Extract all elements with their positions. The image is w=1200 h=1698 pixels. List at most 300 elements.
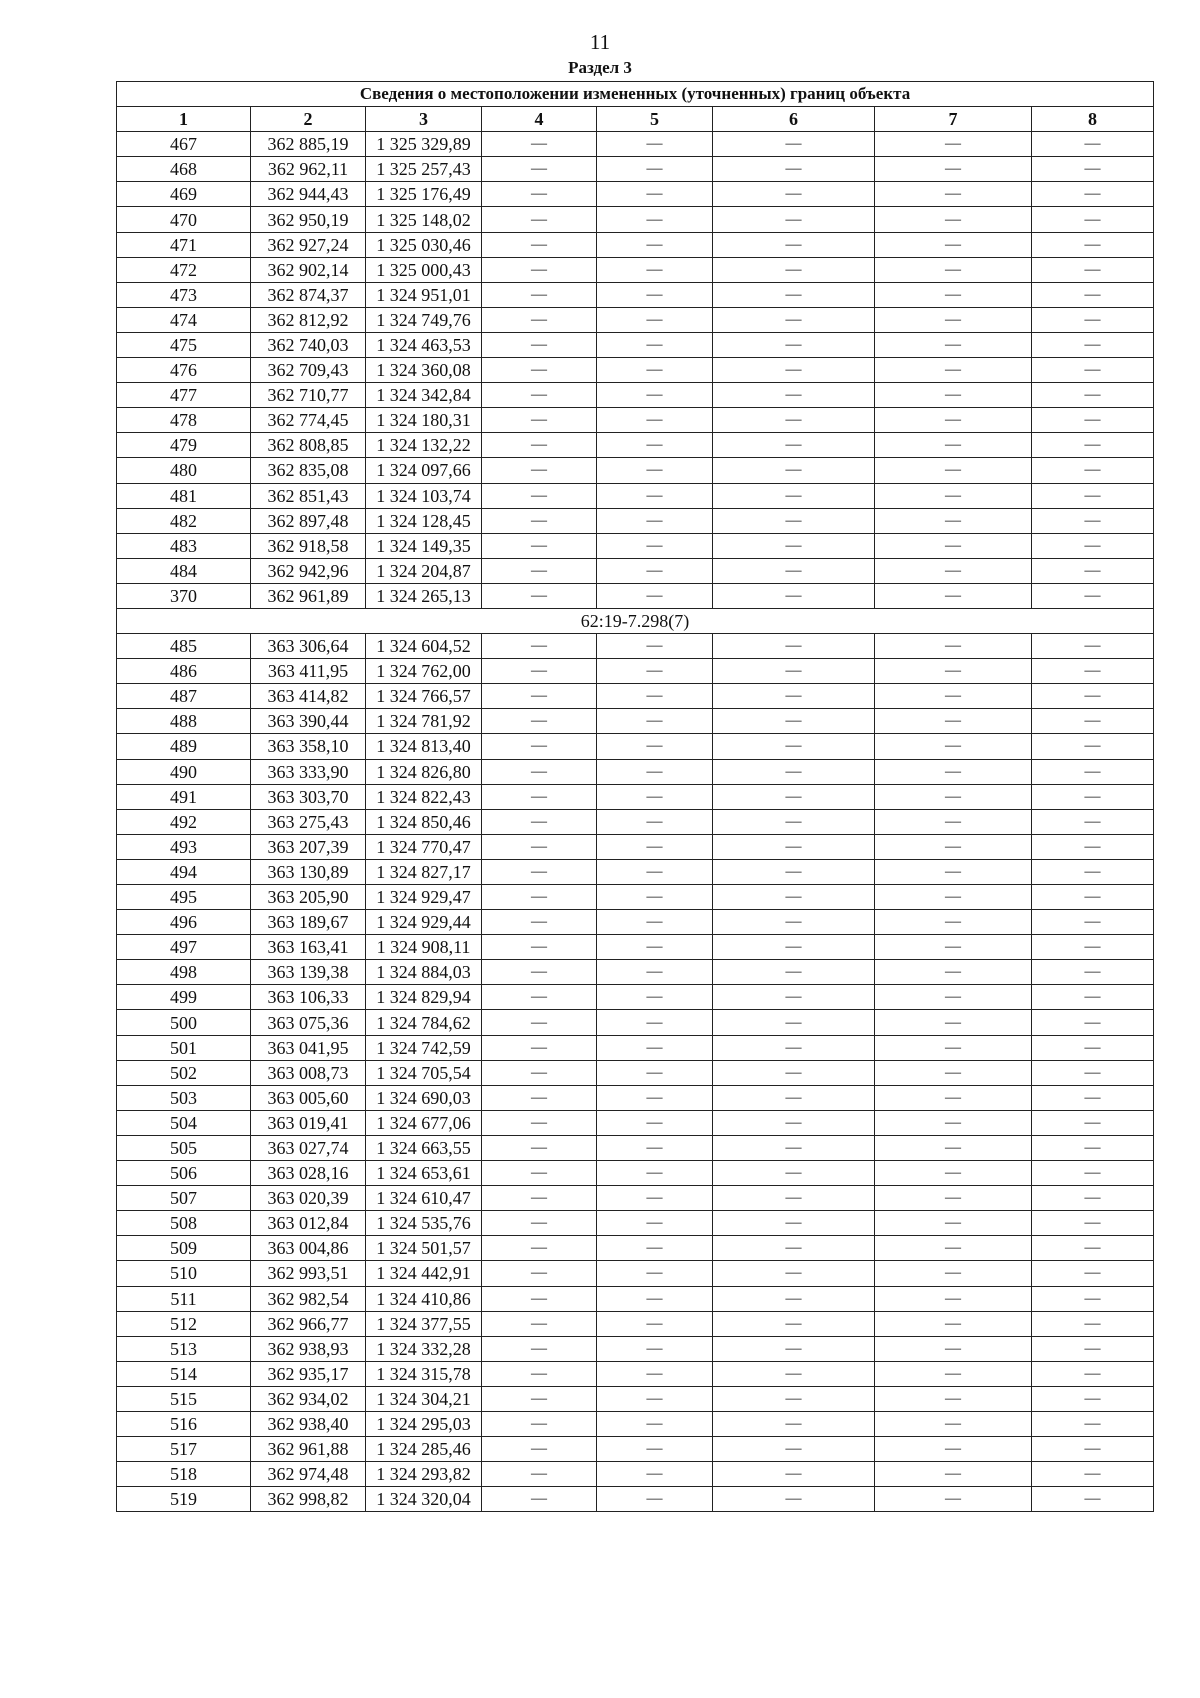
y-coordinate-cell: 1 324 377,55 [366,1311,482,1336]
empty-value-cell: — [597,508,713,533]
empty-value-cell: — [482,1110,597,1135]
table-row [117,383,1154,408]
empty-value-cell: — [597,1411,713,1436]
section-title: Раздел 3 [568,58,632,77]
empty-value-cell: — [1032,1186,1154,1211]
empty-value-cell: — [482,935,597,960]
empty-value-cell: — [597,232,713,257]
empty-value-cell: — [597,157,713,182]
table-row [117,659,1154,684]
y-coordinate-cell: 1 325 148,02 [366,207,482,232]
empty-value-cell: — [1032,257,1154,282]
y-coordinate-cell: 1 324 501,57 [366,1236,482,1261]
table-row [117,1186,1154,1211]
empty-value-cell: — [597,408,713,433]
table-row [117,533,1154,558]
y-coordinate-cell: 1 324 908,11 [366,935,482,960]
table-row [117,1085,1154,1110]
empty-value-cell: — [1032,1361,1154,1386]
empty-value-cell: — [1032,182,1154,207]
empty-value-cell: — [482,1186,597,1211]
empty-value-cell: — [1032,809,1154,834]
empty-value-cell: — [482,1236,597,1261]
point-number-cell: 483 [117,533,251,558]
y-coordinate-cell: 1 324 360,08 [366,358,482,383]
empty-value-cell: — [875,985,1032,1010]
empty-value-cell: — [597,1487,713,1512]
empty-value-cell: — [1032,634,1154,659]
empty-value-cell: — [1032,433,1154,458]
empty-value-cell: — [1032,1236,1154,1261]
empty-value-cell: — [875,182,1032,207]
point-number-cell: 516 [117,1411,251,1436]
y-coordinate-cell: 1 324 097,66 [366,458,482,483]
point-number-cell: 517 [117,1437,251,1462]
empty-value-cell: — [482,1437,597,1462]
x-coordinate-cell: 362 966,77 [251,1311,366,1336]
point-number-cell: 498 [117,960,251,985]
empty-value-cell: — [482,1060,597,1085]
point-number-cell: 487 [117,684,251,709]
column-header: 3 [366,107,482,132]
table-row [117,885,1154,910]
empty-value-cell: — [597,207,713,232]
y-coordinate-cell: 1 324 410,86 [366,1286,482,1311]
empty-value-cell: — [713,1386,875,1411]
empty-value-cell: — [482,985,597,1010]
empty-value-cell: — [875,533,1032,558]
y-coordinate-cell: 1 324 827,17 [366,859,482,884]
empty-value-cell: — [597,1286,713,1311]
empty-value-cell: — [597,1085,713,1110]
table-row [117,634,1154,659]
empty-value-cell: — [875,583,1032,608]
empty-value-cell: — [875,1211,1032,1236]
empty-value-cell: — [875,1161,1032,1186]
table-row [117,307,1154,332]
table-row [117,784,1154,809]
empty-value-cell: — [713,1085,875,1110]
empty-value-cell: — [875,508,1032,533]
y-coordinate-cell: 1 324 822,43 [366,784,482,809]
point-number-cell: 501 [117,1035,251,1060]
page-number: 11 [589,30,611,54]
point-number-cell: 475 [117,332,251,357]
empty-value-cell: — [597,483,713,508]
empty-value-cell: — [713,960,875,985]
empty-value-cell: — [1032,1437,1154,1462]
point-number-cell: 493 [117,834,251,859]
empty-value-cell: — [713,684,875,709]
empty-value-cell: — [875,1261,1032,1286]
empty-value-cell: — [597,132,713,157]
table-row [117,257,1154,282]
empty-value-cell: — [875,1035,1032,1060]
table-row [117,1161,1154,1186]
point-number-cell: 488 [117,709,251,734]
empty-value-cell: — [1032,132,1154,157]
empty-value-cell: — [597,1236,713,1261]
x-coordinate-cell: 362 812,92 [251,307,366,332]
group-label: 62:19-7.298(7) [117,608,1154,633]
y-coordinate-cell: 1 325 000,43 [366,257,482,282]
empty-value-cell: — [597,383,713,408]
table-row [117,1336,1154,1361]
empty-value-cell: — [482,1411,597,1436]
x-coordinate-cell: 362 982,54 [251,1286,366,1311]
table-row [117,1060,1154,1085]
empty-value-cell: — [597,533,713,558]
table-row [117,960,1154,985]
empty-value-cell: — [713,182,875,207]
empty-value-cell: — [713,282,875,307]
empty-value-cell: — [875,684,1032,709]
y-coordinate-cell: 1 324 826,80 [366,759,482,784]
x-coordinate-cell: 363 004,86 [251,1236,366,1261]
point-number-cell: 508 [117,1211,251,1236]
y-coordinate-cell: 1 324 342,84 [366,383,482,408]
table-row [117,433,1154,458]
empty-value-cell: — [482,1035,597,1060]
empty-value-cell: — [875,132,1032,157]
empty-value-cell: — [875,759,1032,784]
empty-value-cell: — [1032,383,1154,408]
y-coordinate-cell: 1 324 610,47 [366,1186,482,1211]
x-coordinate-cell: 362 944,43 [251,182,366,207]
table-row [117,809,1154,834]
y-coordinate-cell: 1 324 295,03 [366,1411,482,1436]
table-row [117,1236,1154,1261]
empty-value-cell: — [482,558,597,583]
table-row [117,1437,1154,1462]
x-coordinate-cell: 362 961,89 [251,583,366,608]
empty-value-cell: — [597,1261,713,1286]
empty-value-cell: — [713,383,875,408]
point-number-cell: 474 [117,307,251,332]
empty-value-cell: — [713,659,875,684]
empty-value-cell: — [597,935,713,960]
x-coordinate-cell: 363 106,33 [251,985,366,1010]
x-coordinate-cell: 362 897,48 [251,508,366,533]
empty-value-cell: — [713,809,875,834]
empty-value-cell: — [1032,709,1154,734]
group-row [117,608,1154,633]
point-number-cell: 512 [117,1311,251,1336]
point-number-cell: 472 [117,257,251,282]
empty-value-cell: — [597,709,713,734]
empty-value-cell: — [1032,985,1154,1010]
x-coordinate-cell: 363 012,84 [251,1211,366,1236]
empty-value-cell: — [713,508,875,533]
empty-value-cell: — [1032,483,1154,508]
column-header: 8 [1032,107,1154,132]
x-coordinate-cell: 363 275,43 [251,809,366,834]
empty-value-cell: — [875,157,1032,182]
empty-value-cell: — [482,583,597,608]
empty-value-cell: — [1032,659,1154,684]
empty-value-cell: — [875,1236,1032,1261]
empty-value-cell: — [713,709,875,734]
table-row [117,1135,1154,1160]
point-number-cell: 492 [117,809,251,834]
point-number-cell: 494 [117,859,251,884]
column-header-row [117,107,1154,132]
x-coordinate-cell: 362 851,43 [251,483,366,508]
point-number-cell: 504 [117,1110,251,1135]
x-coordinate-cell: 362 918,58 [251,533,366,558]
y-coordinate-cell: 1 324 929,44 [366,910,482,935]
empty-value-cell: — [482,734,597,759]
empty-value-cell: — [875,1110,1032,1135]
y-coordinate-cell: 1 325 176,49 [366,182,482,207]
empty-value-cell: — [875,282,1032,307]
empty-value-cell: — [597,282,713,307]
empty-value-cell: — [1032,408,1154,433]
empty-value-cell: — [713,985,875,1010]
point-number-cell: 502 [117,1060,251,1085]
column-header: 5 [597,107,713,132]
empty-value-cell: — [713,1035,875,1060]
point-number-cell: 476 [117,358,251,383]
x-coordinate-cell: 363 414,82 [251,684,366,709]
point-number-cell: 486 [117,659,251,684]
x-coordinate-cell: 363 390,44 [251,709,366,734]
empty-value-cell: — [482,408,597,433]
empty-value-cell: — [597,1135,713,1160]
empty-value-cell: — [713,1060,875,1085]
empty-value-cell: — [597,1386,713,1411]
point-number-cell: 511 [117,1286,251,1311]
empty-value-cell: — [482,1336,597,1361]
empty-value-cell: — [1032,734,1154,759]
x-coordinate-cell: 362 938,40 [251,1411,366,1436]
table-row [117,232,1154,257]
table-row [117,332,1154,357]
empty-value-cell: — [875,1010,1032,1035]
x-coordinate-cell: 363 303,70 [251,784,366,809]
empty-value-cell: — [482,332,597,357]
empty-value-cell: — [1032,885,1154,910]
table-row [117,935,1154,960]
empty-value-cell: — [713,157,875,182]
x-coordinate-cell: 362 934,02 [251,1386,366,1411]
y-coordinate-cell: 1 324 304,21 [366,1386,482,1411]
point-number-cell: 469 [117,182,251,207]
y-coordinate-cell: 1 324 690,03 [366,1085,482,1110]
y-coordinate-cell: 1 324 180,31 [366,408,482,433]
empty-value-cell: — [875,659,1032,684]
empty-value-cell: — [1032,834,1154,859]
empty-value-cell: — [597,1161,713,1186]
y-coordinate-cell: 1 324 677,06 [366,1110,482,1135]
empty-value-cell: — [1032,784,1154,809]
empty-value-cell: — [713,332,875,357]
empty-value-cell: — [1032,1110,1154,1135]
point-number-cell: 519 [117,1487,251,1512]
empty-value-cell: — [1032,1487,1154,1512]
point-number-cell: 507 [117,1186,251,1211]
empty-value-cell: — [713,1010,875,1035]
point-number-cell: 499 [117,985,251,1010]
y-coordinate-cell: 1 324 604,52 [366,634,482,659]
x-coordinate-cell: 362 874,37 [251,282,366,307]
x-coordinate-cell: 363 163,41 [251,935,366,960]
y-coordinate-cell: 1 324 813,40 [366,734,482,759]
empty-value-cell: — [875,709,1032,734]
empty-value-cell: — [713,734,875,759]
empty-value-cell: — [713,885,875,910]
empty-value-cell: — [597,809,713,834]
column-header: 2 [251,107,366,132]
point-number-cell: 505 [117,1135,251,1160]
empty-value-cell: — [482,383,597,408]
empty-value-cell: — [875,1386,1032,1411]
x-coordinate-cell: 363 008,73 [251,1060,366,1085]
table-row [117,358,1154,383]
empty-value-cell: — [1032,282,1154,307]
y-coordinate-cell: 1 324 951,01 [366,282,482,307]
point-number-cell: 496 [117,910,251,935]
empty-value-cell: — [482,1311,597,1336]
empty-value-cell: — [597,1462,713,1487]
empty-value-cell: — [713,1462,875,1487]
empty-value-cell: — [482,809,597,834]
empty-value-cell: — [597,1110,713,1135]
empty-value-cell: — [875,1060,1032,1085]
x-coordinate-cell: 363 075,36 [251,1010,366,1035]
x-coordinate-cell: 362 998,82 [251,1487,366,1512]
table-row [117,759,1154,784]
x-coordinate-cell: 362 774,45 [251,408,366,433]
point-number-cell: 470 [117,207,251,232]
point-number-cell: 491 [117,784,251,809]
y-coordinate-cell: 1 324 663,55 [366,1135,482,1160]
point-number-cell: 477 [117,383,251,408]
empty-value-cell: — [713,132,875,157]
empty-value-cell: — [1032,960,1154,985]
empty-value-cell: — [875,859,1032,884]
empty-value-cell: — [482,885,597,910]
point-number-cell: 468 [117,157,251,182]
empty-value-cell: — [1032,458,1154,483]
x-coordinate-cell: 363 189,67 [251,910,366,935]
empty-value-cell: — [482,684,597,709]
table-row [117,1411,1154,1436]
column-header: 1 [117,107,251,132]
table-row [117,1286,1154,1311]
point-number-cell: 480 [117,458,251,483]
x-coordinate-cell: 362 974,48 [251,1462,366,1487]
empty-value-cell: — [713,859,875,884]
empty-value-cell: — [875,1286,1032,1311]
point-number-cell: 370 [117,583,251,608]
empty-value-cell: — [1032,583,1154,608]
table-body [117,132,1154,1512]
empty-value-cell: — [482,508,597,533]
empty-value-cell: — [482,1010,597,1035]
empty-value-cell: — [1032,558,1154,583]
empty-value-cell: — [597,659,713,684]
empty-value-cell: — [875,383,1032,408]
empty-value-cell: — [713,358,875,383]
x-coordinate-cell: 362 938,93 [251,1336,366,1361]
table-row [117,1487,1154,1512]
x-coordinate-cell: 363 005,60 [251,1085,366,1110]
empty-value-cell: — [875,935,1032,960]
empty-value-cell: — [713,634,875,659]
empty-value-cell: — [713,759,875,784]
empty-value-cell: — [482,282,597,307]
empty-value-cell: — [597,910,713,935]
table-row [117,132,1154,157]
table-row [117,558,1154,583]
empty-value-cell: — [1032,1261,1154,1286]
empty-value-cell: — [875,809,1032,834]
x-coordinate-cell: 362 942,96 [251,558,366,583]
empty-value-cell: — [713,784,875,809]
empty-value-cell: — [713,307,875,332]
empty-value-cell: — [875,1311,1032,1336]
table-row [117,910,1154,935]
empty-value-cell: — [1032,1311,1154,1336]
empty-value-cell: — [875,1437,1032,1462]
y-coordinate-cell: 1 324 829,94 [366,985,482,1010]
empty-value-cell: — [1032,358,1154,383]
empty-value-cell: — [875,433,1032,458]
empty-value-cell: — [482,759,597,784]
empty-value-cell: — [1032,332,1154,357]
empty-value-cell: — [875,483,1032,508]
empty-value-cell: — [597,1060,713,1085]
empty-value-cell: — [713,207,875,232]
empty-value-cell: — [713,583,875,608]
empty-value-cell: — [875,1411,1032,1436]
empty-value-cell: — [875,784,1032,809]
empty-value-cell: — [482,659,597,684]
empty-value-cell: — [597,684,713,709]
empty-value-cell: — [1032,759,1154,784]
x-coordinate-cell: 362 961,88 [251,1437,366,1462]
table-row [117,157,1154,182]
point-number-cell: 467 [117,132,251,157]
table-row [117,282,1154,307]
y-coordinate-cell: 1 324 766,57 [366,684,482,709]
empty-value-cell: — [482,859,597,884]
empty-value-cell: — [1032,859,1154,884]
y-coordinate-cell: 1 324 784,62 [366,1010,482,1035]
table-row [117,207,1154,232]
empty-value-cell: — [713,433,875,458]
y-coordinate-cell: 1 324 850,46 [366,809,482,834]
y-coordinate-cell: 1 324 285,46 [366,1437,482,1462]
x-coordinate-cell: 362 902,14 [251,257,366,282]
y-coordinate-cell: 1 325 030,46 [366,232,482,257]
empty-value-cell: — [1032,1286,1154,1311]
empty-value-cell: — [482,458,597,483]
table-row [117,709,1154,734]
empty-value-cell: — [1032,207,1154,232]
empty-value-cell: — [597,433,713,458]
empty-value-cell: — [875,1487,1032,1512]
empty-value-cell: — [713,257,875,282]
empty-value-cell: — [713,1236,875,1261]
table-row [117,834,1154,859]
empty-value-cell: — [1032,935,1154,960]
empty-value-cell: — [875,558,1032,583]
x-coordinate-cell: 362 808,85 [251,433,366,458]
x-coordinate-cell: 362 927,24 [251,232,366,257]
empty-value-cell: — [482,232,597,257]
